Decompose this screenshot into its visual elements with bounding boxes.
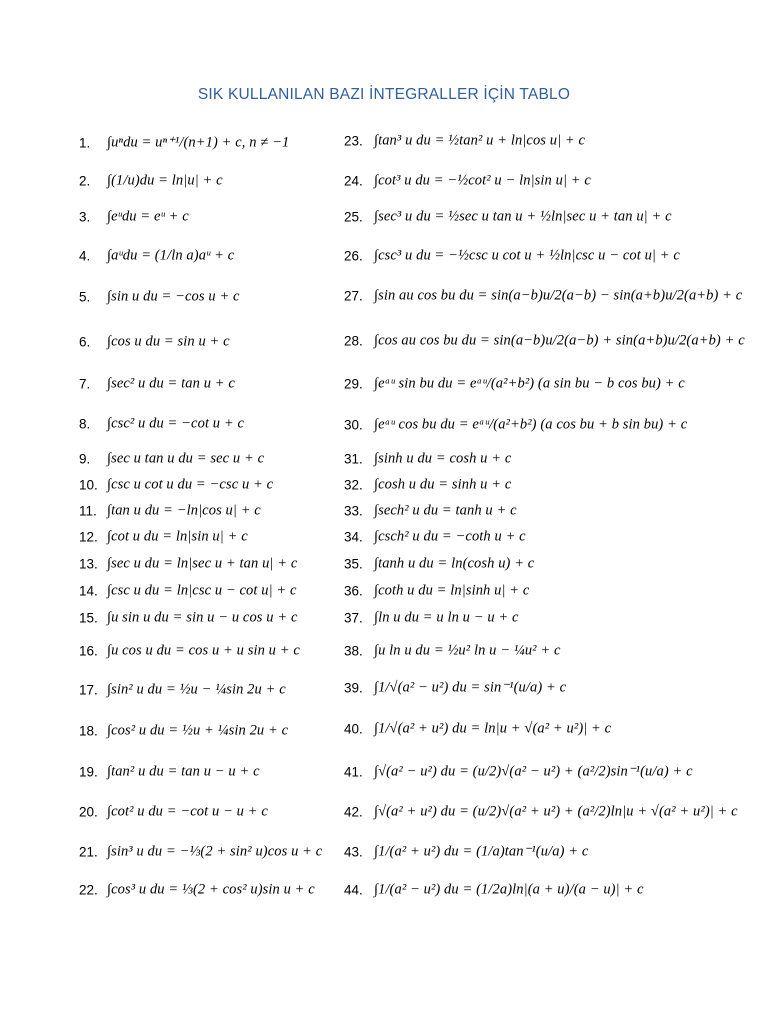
- formula-number: 35.: [344, 556, 363, 572]
- formula-expression: ∫tanh u du = ln(cosh u) + c: [374, 555, 535, 572]
- formula-row: [79, 135, 289, 152]
- formula-number: 4.: [79, 248, 91, 264]
- formula-number: 36.: [344, 583, 363, 599]
- formula-row: [79, 477, 273, 494]
- formula-number: 38.: [344, 643, 363, 659]
- formula-expression: ∫uⁿdu = uⁿ⁺¹/(n+1) + c, n ≠ −1: [107, 134, 290, 151]
- formula-row: [344, 556, 534, 573]
- formula-number: 1.: [79, 135, 91, 151]
- formula-expression: ∫sec u du = ln|sec u + tan u| + c: [107, 555, 298, 572]
- formula-expression: ∫sin² u du = ½u − ¼sin 2u + c: [107, 681, 286, 698]
- formula-expression: ∫sec² u du = tan u + c: [107, 375, 235, 392]
- formula-row: [79, 583, 297, 600]
- formula-expression: ∫1/√(a² + u²) du = ln|u + √(a² + u²)| + c: [374, 720, 612, 737]
- formula-expression: ∫tan u du = −ln|cos u| + c: [107, 502, 261, 519]
- formula-row: [344, 503, 517, 520]
- formula-expression: ∫u ln u du = ½u² ln u − ¼u² + c: [374, 642, 561, 659]
- formula-row: [79, 416, 244, 433]
- formula-expression: ∫cos² u du = ½u + ¼sin 2u + c: [107, 722, 289, 739]
- formula-row: [344, 451, 511, 468]
- formula-row: [79, 334, 230, 351]
- formula-number: 28.: [344, 333, 363, 349]
- formula-row: [344, 844, 588, 861]
- formula-number: 6.: [79, 334, 91, 350]
- formula-row: [344, 764, 693, 781]
- formula-number: 18.: [79, 723, 98, 739]
- formula-expression: ∫sin u du = −cos u + c: [107, 288, 240, 305]
- formula-expression: ∫eᵘdu = eᵘ + c: [107, 208, 189, 225]
- formula-row: [79, 173, 223, 190]
- formula-row: [79, 643, 300, 660]
- formula-number: 25.: [344, 209, 363, 225]
- formula-expression: ∫u sin u du = sin u − u cos u + c: [107, 609, 298, 626]
- formula-row: [79, 804, 268, 821]
- formula-expression: ∫coth u du = ln|sinh u| + c: [374, 582, 530, 599]
- formula-row: [344, 882, 644, 899]
- formula-number: 2.: [79, 173, 91, 189]
- formula-number: 16.: [79, 643, 98, 659]
- formula-number: 32.: [344, 477, 363, 493]
- formula-number: 10.: [79, 477, 98, 493]
- formula-expression: ∫cot u du = ln|sin u| + c: [107, 528, 248, 545]
- formula-number: 33.: [344, 503, 363, 519]
- formula-expression: ∫cot² u du = −cot u − u + c: [107, 803, 268, 820]
- formula-number: 7.: [79, 376, 91, 392]
- formula-number: 31.: [344, 451, 363, 467]
- formula-row: [79, 248, 234, 265]
- formula-number: 21.: [79, 844, 98, 860]
- formula-row: [344, 804, 738, 821]
- formula-number: 34.: [344, 529, 363, 545]
- page-title: SIK KULLANILAN BAZI İNTEGRALLER İÇİN TABLO: [197, 86, 571, 103]
- formula-row: [79, 289, 240, 306]
- formula-expression: ∫cosh u du = sinh u + c: [374, 476, 512, 493]
- formula-number: 22.: [79, 882, 98, 898]
- formula-number: 44.: [344, 882, 363, 898]
- formula-number: 42.: [344, 804, 363, 820]
- formula-number: 29.: [344, 376, 363, 392]
- formula-number: 13.: [79, 556, 98, 572]
- formula-expression: ∫csch² u du = −coth u + c: [374, 528, 526, 545]
- formula-row: [344, 209, 672, 226]
- formula-expression: ∫cot³ u du = −½cot² u − ln|sin u| + c: [374, 172, 591, 189]
- formula-expression: ∫sinh u du = cosh u + c: [374, 450, 512, 467]
- formula-row: [344, 133, 585, 150]
- formula-row: [344, 583, 529, 600]
- formula-row: [79, 451, 264, 468]
- formula-expression: ∫csc² u du = −cot u + c: [107, 415, 245, 432]
- formula-number: 12.: [79, 529, 98, 545]
- formula-expression: ∫sin³ u du = −⅓(2 + sin² u)cos u + c: [107, 843, 323, 860]
- formula-number: 41.: [344, 764, 363, 780]
- formula-row: [79, 209, 189, 226]
- formula-row: [79, 682, 286, 699]
- formula-expression: ∫tan² u du = tan u − u + c: [107, 763, 260, 780]
- formula-number: 5.: [79, 289, 91, 305]
- formula-expression: ∫(1/u)du = ln|u| + c: [107, 172, 223, 189]
- formula-row: [79, 529, 248, 546]
- formula-expression: ∫1/(a² − u²) du = (1/2a)ln|(a + u)/(a − u)| + c: [374, 881, 644, 898]
- formula-number: 30.: [344, 417, 363, 433]
- formula-expression: ∫csc u cot u du = −csc u + c: [107, 476, 274, 493]
- formula-row: [79, 764, 260, 781]
- formula-row: [344, 376, 685, 393]
- formula-expression: ∫eᵃᵘ cos bu du = eᵃᵘ/(a²+b²) (a cos bu + b sin bu) + c: [374, 416, 688, 433]
- formula-number: 9.: [79, 451, 91, 467]
- formula-row: [344, 529, 526, 546]
- formula-row: [344, 248, 680, 265]
- formula-row: [344, 173, 591, 190]
- formula-number: 43.: [344, 844, 363, 860]
- formula-expression: ∫csc³ u du = −½csc u cot u + ½ln|csc u − cot u| + c: [374, 247, 680, 264]
- formula-row: [344, 643, 561, 660]
- formula-row: [344, 288, 742, 305]
- formula-expression: ∫cos³ u du = ⅓(2 + cos² u)sin u + c: [107, 881, 315, 898]
- formula-row: [344, 477, 511, 494]
- formula-expression: ∫aᵘdu = (1/ln a)aᵘ + c: [107, 247, 235, 264]
- formula-number: 37.: [344, 610, 363, 626]
- formula-expression: ∫sec³ u du = ½sec u tan u + ½ln|sec u + tan u| + c: [374, 208, 672, 225]
- formula-number: 19.: [79, 764, 98, 780]
- formula-expression: ∫sin au cos bu du = sin(a−b)u/2(a−b) − sin(a+b)u/2(a+b) + c: [374, 287, 743, 304]
- formula-number: 8.: [79, 416, 91, 432]
- formula-expression: ∫cos au cos bu du = sin(a−b)u/2(a−b) + sin(a+b)u/2(a+b) + c: [374, 332, 745, 349]
- formula-row: [344, 333, 745, 350]
- formula-row: [79, 723, 288, 740]
- formula-row: [79, 556, 297, 573]
- formula-expression: ∫sec u tan u du = sec u + c: [107, 450, 265, 467]
- formula-expression: ∫cos u du = sin u + c: [107, 333, 230, 350]
- formula-expression: ∫1/√(a² − u²) du = sin⁻¹(u/a) + c: [374, 679, 567, 696]
- formula-row: [79, 882, 315, 899]
- formula-number: 17.: [79, 682, 98, 698]
- formula-number: 40.: [344, 721, 363, 737]
- formula-row: [79, 503, 261, 520]
- formula-row: [79, 844, 322, 861]
- formula-expression: ∫ln u du = u ln u − u + c: [374, 609, 519, 626]
- formula-expression: ∫1/(a² + u²) du = (1/a)tan⁻¹(u/a) + c: [374, 843, 589, 860]
- formula-row: [344, 610, 519, 627]
- formula-expression: ∫eᵃᵘ sin bu du = eᵃᵘ/(a²+b²) (a sin bu − b cos bu) + c: [374, 375, 685, 392]
- formula-number: 26.: [344, 248, 363, 264]
- formula-number: 3.: [79, 209, 91, 225]
- formula-row: [344, 417, 687, 434]
- formula-number: 20.: [79, 804, 98, 820]
- formula-row: [344, 721, 611, 738]
- formula-expression: ∫tan³ u du = ½tan² u + ln|cos u| + c: [374, 132, 586, 149]
- formula-row: [79, 376, 235, 393]
- formula-number: 15.: [79, 610, 98, 626]
- formula-number: 23.: [344, 133, 363, 149]
- formula-number: 11.: [79, 503, 97, 519]
- formula-expression: ∫u cos u du = cos u + u sin u + c: [107, 642, 300, 659]
- formula-number: 27.: [344, 288, 363, 304]
- formula-expression: ∫√(a² + u²) du = (u/2)√(a² + u²) + (a²/2)ln|u + √(a² + u²)| + c: [374, 803, 738, 820]
- formula-expression: ∫sech² u du = tanh u + c: [374, 502, 517, 519]
- formula-expression: ∫csc u du = ln|csc u − cot u| + c: [107, 582, 297, 599]
- formula-number: 14.: [79, 583, 98, 599]
- formula-expression: ∫√(a² − u²) du = (u/2)√(a² − u²) + (a²/2)sin⁻¹(u/a) + c: [374, 763, 693, 780]
- formula-number: 39.: [344, 680, 363, 696]
- formula-number: 24.: [344, 173, 363, 189]
- formula-row: [344, 680, 566, 697]
- formula-row: [79, 610, 297, 627]
